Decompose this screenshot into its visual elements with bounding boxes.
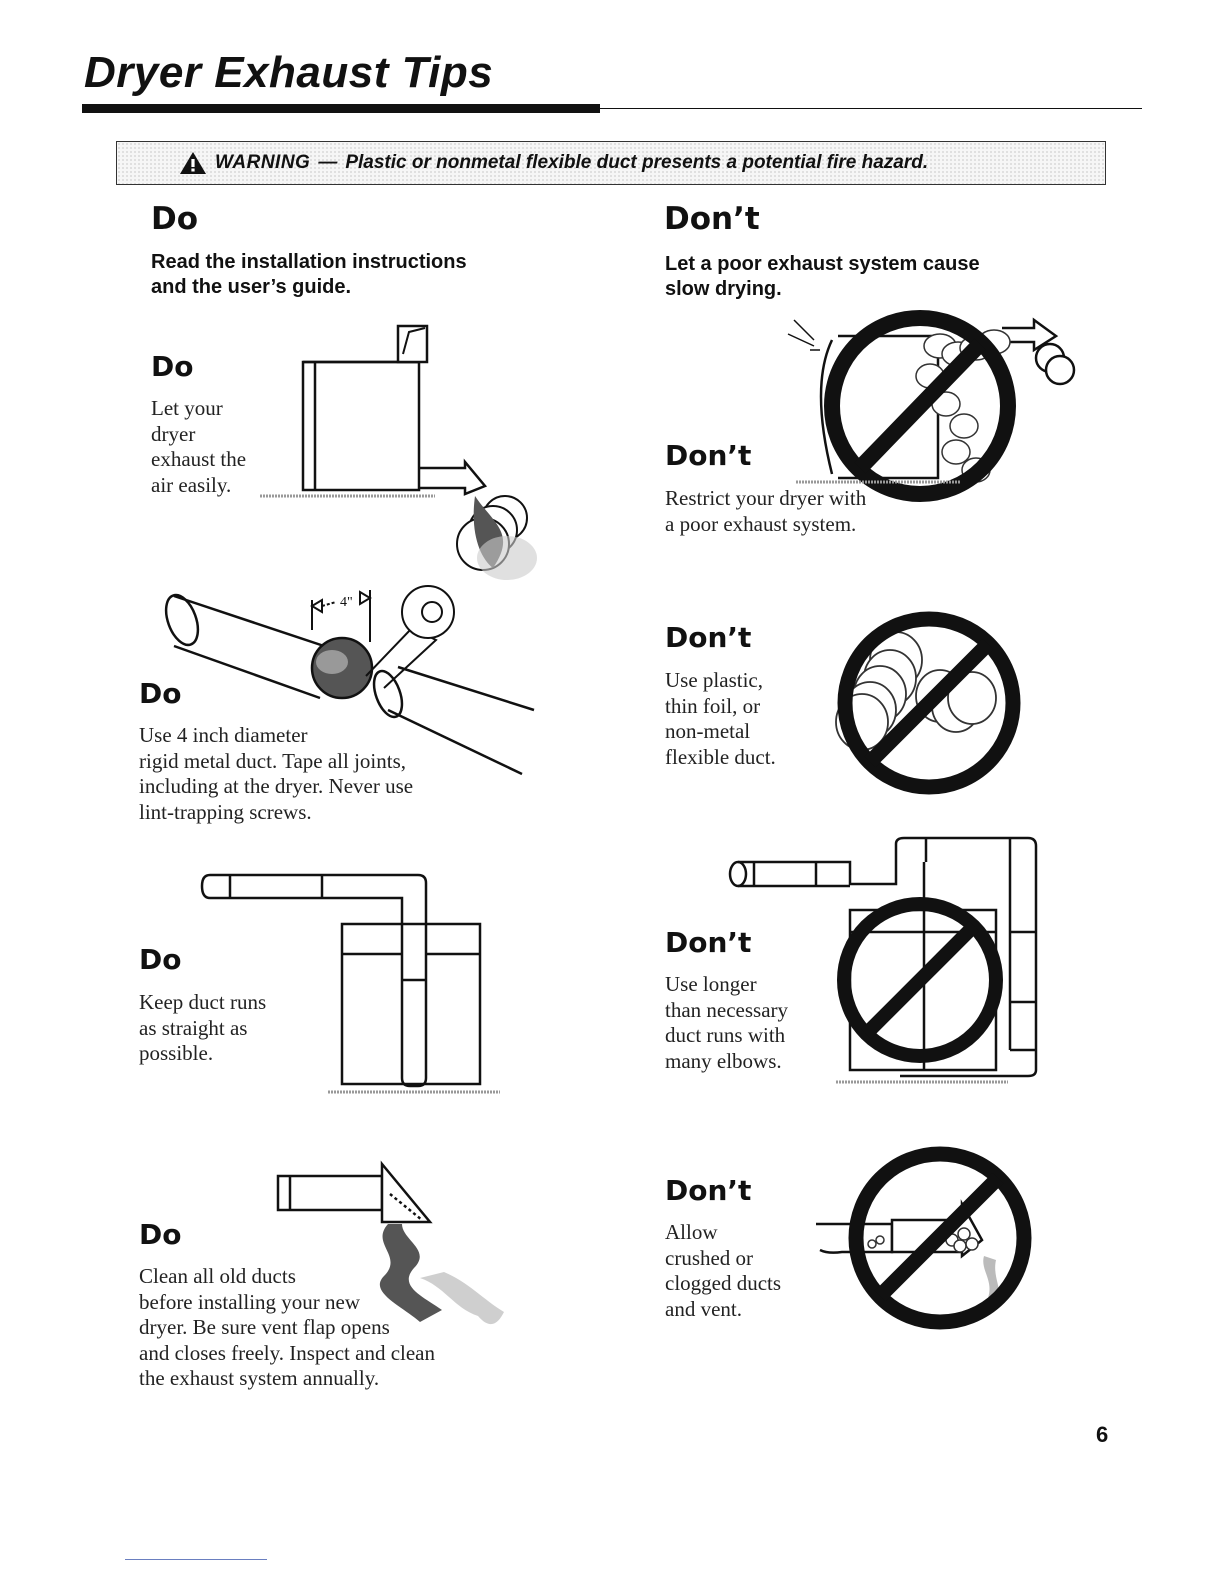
do-tip-4-line: dryer. Be sure vent flap opens: [139, 1315, 390, 1339]
do-tip-1-text: [151, 396, 246, 498]
do-tip-3-line: possible.: [139, 1041, 214, 1065]
dont-intro-line: Let a poor exhaust system cause: [665, 253, 980, 275]
dont-tip-3-line: duct runs with: [665, 1023, 786, 1047]
do-tip-4-line: before installing your new: [139, 1289, 361, 1314]
title-rule: [600, 108, 1142, 109]
page-number: 6: [1096, 1422, 1109, 1447]
dryer-exhaust-illustration-icon: [255, 318, 565, 588]
do-tip-3-line: as straight as: [139, 1015, 248, 1040]
do-tip-1-line: dryer: [151, 421, 196, 446]
dont-tip-3-line: many elbows.: [665, 1048, 782, 1073]
dont-tip-4-line: clogged ducts: [665, 1271, 782, 1295]
restricted-exhaust-prohibited-icon: [780, 306, 1086, 502]
do-intro-line: Read the installation instructions: [151, 251, 467, 273]
dont-tip-1-text: [665, 486, 866, 537]
dont-tip-1-line: Restrict your dryer with: [665, 486, 867, 510]
title-underline: [82, 104, 600, 113]
warning-triangle-icon: [179, 151, 207, 175]
dont-tip-3-line: than necessary: [665, 997, 789, 1022]
do-tip-2-text: [139, 723, 413, 825]
do-tip-2-line: Use 4 inch diameter: [139, 723, 308, 747]
warning-message: Plastic or nonmetal flexible duct presents a potential fire hazard.: [345, 152, 929, 173]
dont-tip-4-line: and vent.: [665, 1296, 742, 1321]
do-tip-4-line: Clean all old ducts: [139, 1264, 296, 1288]
dont-tip-2-line: flexible duct.: [665, 744, 776, 769]
do-tip-1-line: exhaust the: [151, 447, 247, 471]
flexible-duct-prohibited-icon: [832, 606, 1026, 800]
do-tip-4-heading: Do: [139, 1218, 182, 1251]
dont-tip-4-text: [665, 1220, 781, 1322]
do-tip-3-line: Keep duct runs: [139, 990, 267, 1014]
dont-tip-2-heading: Don’t: [665, 621, 752, 654]
do-tip-2-line: rigid metal duct. Tape all joints,: [139, 748, 407, 773]
dont-tip-1-line: a poor exhaust system.: [665, 511, 857, 536]
dont-tip-2-line: thin foil, or: [665, 693, 761, 718]
dont-intro: [665, 252, 980, 302]
do-tip-4-line: the exhaust system annually.: [139, 1366, 380, 1390]
dont-tip-2-line: non-metal: [665, 719, 751, 743]
dont-tip-3-heading: Don’t: [665, 926, 752, 959]
do-tip-1-heading: Do: [151, 350, 194, 383]
dont-intro-line: slow drying.: [665, 278, 782, 300]
do-intro-line: and the user’s guide.: [151, 276, 352, 298]
dont-tip-4-line: crushed or: [665, 1245, 754, 1270]
do-tip-4-line: and closes freely. Inspect and clean: [139, 1340, 435, 1365]
dont-column-heading: Don’t: [664, 201, 760, 237]
dont-tip-2-line: Use plastic,: [665, 668, 763, 692]
footer-rule: [125, 1559, 267, 1560]
do-tip-3-text: [139, 990, 266, 1067]
dont-tip-4-heading: Don’t: [665, 1174, 752, 1207]
do-tip-2-line: lint-trapping screws.: [139, 799, 312, 824]
page-title: Dryer Exhaust Tips: [84, 48, 494, 97]
do-tip-4-text: [139, 1264, 435, 1392]
warning-dash: —: [318, 152, 338, 173]
dont-tip-2-text: [665, 668, 776, 770]
clogged-duct-prohibited-icon: [812, 1140, 1032, 1330]
dont-tip-3-line: Use longer: [665, 972, 757, 996]
warning-banner: [116, 141, 1106, 185]
do-intro: [151, 250, 467, 300]
duct-diameter-label: 4": [340, 595, 353, 610]
dont-tip-4-line: Allow: [665, 1220, 718, 1244]
do-tip-1-line: Let your: [151, 396, 223, 420]
do-column-heading: Do: [151, 201, 199, 237]
do-tip-2-line: including at the dryer. Never use: [139, 774, 414, 798]
do-tip-2-heading: Do: [139, 677, 182, 710]
dont-tip-1-heading: Don’t: [665, 439, 752, 472]
do-tip-1-line: air easily.: [151, 472, 232, 497]
dont-tip-3-text: [665, 972, 788, 1074]
warning-label: WARNING: [215, 152, 311, 173]
do-tip-3-heading: Do: [139, 943, 182, 976]
